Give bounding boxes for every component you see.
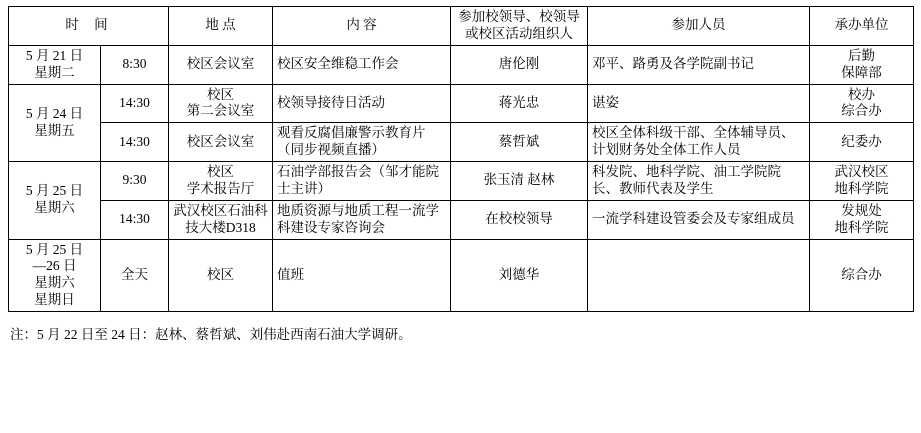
cell-place: 武汉校区石油科技大楼D318 bbox=[169, 200, 273, 239]
header-leader: 参加校领导、校领导或校区活动组织人 bbox=[451, 7, 588, 46]
cell-attendees: 谌姿 bbox=[588, 84, 810, 123]
cell-unit: 校办 综合办 bbox=[810, 84, 914, 123]
schedule-table bbox=[8, 6, 914, 312]
header-attendees: 参加人员 bbox=[588, 7, 810, 46]
cell-attendees: 校区全体科级干部、全体辅导员、计划财务处全体工作人员 bbox=[588, 123, 810, 162]
cell-leader: 唐伦刚 bbox=[451, 45, 588, 84]
cell-time: 14:30 bbox=[101, 123, 169, 162]
header-time: 时 间 bbox=[9, 7, 169, 46]
cell-attendees: 科发院、地科学院、油工学院院长、教师代表及学生 bbox=[588, 162, 810, 201]
schedule-table-body bbox=[9, 7, 914, 312]
cell-attendees bbox=[588, 239, 810, 312]
cell-place: 校区 学术报告厅 bbox=[169, 162, 273, 201]
table-row bbox=[9, 162, 914, 201]
cell-time: 全天 bbox=[101, 239, 169, 312]
cell-unit: 后勤 保障部 bbox=[810, 45, 914, 84]
table-row bbox=[9, 45, 914, 84]
cell-attendees: 邓平、路勇及各学院副书记 bbox=[588, 45, 810, 84]
cell-leader: 蔡哲斌 bbox=[451, 123, 588, 162]
cell-place: 校区会议室 bbox=[169, 45, 273, 84]
table-row bbox=[9, 84, 914, 123]
cell-content: 校区安全维稳工作会 bbox=[273, 45, 451, 84]
cell-date: 5 月 25 日 星期六 bbox=[9, 162, 101, 240]
header-unit: 承办单位 bbox=[810, 7, 914, 46]
table-header-row bbox=[9, 7, 914, 46]
cell-place: 校区会议室 bbox=[169, 123, 273, 162]
cell-unit: 综合办 bbox=[810, 239, 914, 312]
cell-place: 校区 第二会议室 bbox=[169, 84, 273, 123]
cell-content: 观看反腐倡廉警示教育片（同步视频直播） bbox=[273, 123, 451, 162]
cell-content: 石油学部报告会（邹才能院士主讲） bbox=[273, 162, 451, 201]
cell-time: 14:30 bbox=[101, 84, 169, 123]
cell-unit: 发规处 地科学院 bbox=[810, 200, 914, 239]
cell-content: 校领导接待日活动 bbox=[273, 84, 451, 123]
table-note: 注：5 月 22 日至 24 日：赵林、蔡哲斌、刘伟赴西南石油大学调研。 bbox=[10, 327, 412, 342]
table-row bbox=[9, 123, 914, 162]
cell-leader: 在校校领导 bbox=[451, 200, 588, 239]
cell-time: 8:30 bbox=[101, 45, 169, 84]
cell-content: 地质资源与地质工程一流学科建设专家咨询会 bbox=[273, 200, 451, 239]
cell-leader: 刘德华 bbox=[451, 239, 588, 312]
table-row bbox=[9, 239, 914, 312]
cell-time: 14:30 bbox=[101, 200, 169, 239]
cell-unit: 武汉校区 地科学院 bbox=[810, 162, 914, 201]
cell-date: 5 月 25 日 —26 日 星期六 星期日 bbox=[9, 239, 101, 312]
table-row bbox=[9, 200, 914, 239]
cell-leader: 蒋光忠 bbox=[451, 84, 588, 123]
cell-leader: 张玉清 赵林 bbox=[451, 162, 588, 201]
cell-date: 5 月 24 日 星期五 bbox=[9, 84, 101, 162]
header-place: 地 点 bbox=[169, 7, 273, 46]
header-content: 内 容 bbox=[273, 7, 451, 46]
cell-content: 值班 bbox=[273, 239, 451, 312]
cell-date: 5 月 21 日 星期二 bbox=[9, 45, 101, 84]
cell-time: 9:30 bbox=[101, 162, 169, 201]
cell-unit: 纪委办 bbox=[810, 123, 914, 162]
cell-place: 校区 bbox=[169, 239, 273, 312]
cell-attendees: 一流学科建设管委会及专家组成员 bbox=[588, 200, 810, 239]
